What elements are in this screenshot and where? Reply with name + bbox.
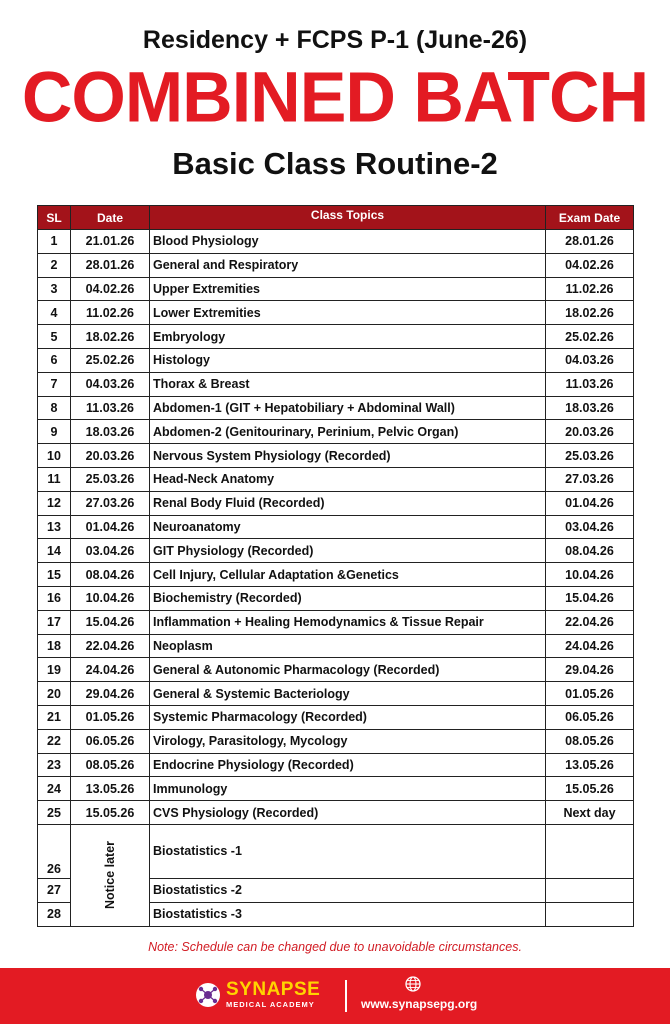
- sl-cell: 25: [38, 801, 71, 825]
- sl-cell: 27: [38, 878, 71, 902]
- website-link[interactable]: www.synapsepg.org: [361, 997, 478, 1011]
- topic-cell: Virology, Parasitology, Mycology: [150, 729, 546, 753]
- table-row: [38, 634, 634, 658]
- exam-date-cell: 25.03.26: [546, 444, 634, 468]
- brand-subtitle: MEDICAL ACADEMY: [226, 1000, 315, 1009]
- routine-table: [37, 205, 634, 927]
- sl-cell: 4: [38, 301, 71, 325]
- topic-cell: GIT Physiology (Recorded): [150, 539, 546, 563]
- date-cell: 03.04.26: [71, 539, 150, 563]
- topic-cell: General & Autonomic Pharmacology (Recorded): [150, 658, 546, 682]
- table-row: [38, 444, 634, 468]
- sl-cell: 15: [38, 563, 71, 587]
- exam-date-cell: 27.03.26: [546, 467, 634, 491]
- topic-cell: Neoplasm: [150, 634, 546, 658]
- exam-date-cell: 18.03.26: [546, 396, 634, 420]
- date-cell: 20.03.26: [71, 444, 150, 468]
- table-row: [38, 491, 634, 515]
- table-row: [38, 801, 634, 825]
- date-cell: 15.05.26: [71, 801, 150, 825]
- exam-date-cell: 01.05.26: [546, 682, 634, 706]
- table-row: [38, 563, 634, 587]
- topic-cell: Blood Physiology: [150, 230, 546, 254]
- main-title: COMBINED BATCH: [21, 57, 649, 137]
- table-row: [38, 325, 634, 349]
- exam-date-cell: 01.04.26: [546, 491, 634, 515]
- topic-cell: Cell Injury, Cellular Adaptation &Genetics: [150, 563, 546, 587]
- table-body: [38, 230, 634, 927]
- globe-icon: [405, 976, 421, 992]
- routine-title: Basic Class Routine-2: [172, 146, 498, 181]
- table-row: [38, 420, 634, 444]
- topic-cell: Head-Neck Anatomy: [150, 467, 546, 491]
- table-row: [38, 705, 634, 729]
- sl-cell: 9: [38, 420, 71, 444]
- date-cell: 08.04.26: [71, 563, 150, 587]
- exam-date-cell: 28.01.26: [546, 230, 634, 254]
- notice-later-label: Notice later: [103, 841, 117, 910]
- topic-cell: General and Respiratory: [150, 253, 546, 277]
- sl-cell: 19: [38, 658, 71, 682]
- sl-cell: 23: [38, 753, 71, 777]
- table-row: [38, 753, 634, 777]
- table-row: [38, 277, 634, 301]
- header-topics: Class Topics: [150, 206, 546, 230]
- sl-cell: 20: [38, 682, 71, 706]
- date-cell: 29.04.26: [71, 682, 150, 706]
- date-cell: 22.04.26: [71, 634, 150, 658]
- date-cell: 28.01.26: [71, 253, 150, 277]
- topic-cell: Immunology: [150, 777, 546, 801]
- date-cell: 13.05.26: [71, 777, 150, 801]
- sl-cell: 18: [38, 634, 71, 658]
- table-row: [38, 348, 634, 372]
- table-row: [38, 396, 634, 420]
- exam-date-cell: [546, 902, 634, 926]
- sl-cell: 16: [38, 586, 71, 610]
- table-row: [38, 515, 634, 539]
- sl-cell: 2: [38, 253, 71, 277]
- topic-cell: CVS Physiology (Recorded): [150, 801, 546, 825]
- footer-bar: [0, 968, 670, 1024]
- exam-date-cell: 11.02.26: [546, 277, 634, 301]
- exam-date-cell: 03.04.26: [546, 515, 634, 539]
- date-cell: 10.04.26: [71, 586, 150, 610]
- header-date: Date: [71, 206, 150, 230]
- notice-later-cell: [71, 824, 150, 926]
- table-row: [38, 253, 634, 277]
- topic-cell: Thorax & Breast: [150, 372, 546, 396]
- exam-date-cell: [546, 878, 634, 902]
- exam-date-cell: 24.04.26: [546, 634, 634, 658]
- exam-date-cell: 08.04.26: [546, 539, 634, 563]
- exam-date-cell: 18.02.26: [546, 301, 634, 325]
- sl-cell: 10: [38, 444, 71, 468]
- date-cell: 01.04.26: [71, 515, 150, 539]
- exam-date-cell: 25.02.26: [546, 325, 634, 349]
- table-row: [38, 824, 634, 878]
- sl-cell: 8: [38, 396, 71, 420]
- sl-cell: 6: [38, 348, 71, 372]
- topic-cell: Biostatistics -1: [150, 824, 546, 878]
- date-cell: 25.03.26: [71, 467, 150, 491]
- exam-date-cell: 29.04.26: [546, 658, 634, 682]
- sl-cell: 1: [38, 230, 71, 254]
- header-subtitle: Residency + FCPS P-1 (June-26): [142, 26, 528, 54]
- table-row: [38, 372, 634, 396]
- sl-cell: 26: [38, 824, 71, 878]
- exam-date-cell: 11.03.26: [546, 372, 634, 396]
- topic-cell: General & Systemic Bacteriology: [150, 682, 546, 706]
- sl-cell: 3: [38, 277, 71, 301]
- table-row: [38, 610, 634, 634]
- date-cell: 21.01.26: [71, 230, 150, 254]
- sl-cell: 13: [38, 515, 71, 539]
- date-cell: 18.03.26: [71, 420, 150, 444]
- header-exam-date: Exam Date: [546, 206, 634, 230]
- date-cell: 08.05.26: [71, 753, 150, 777]
- sl-cell: 17: [38, 610, 71, 634]
- topic-cell: Upper Extremities: [150, 277, 546, 301]
- exam-date-cell: 04.03.26: [546, 348, 634, 372]
- topic-cell: Biostatistics -3: [150, 902, 546, 926]
- exam-date-cell: 20.03.26: [546, 420, 634, 444]
- topic-cell: Embryology: [150, 325, 546, 349]
- footer-divider: [345, 980, 347, 1012]
- topic-cell: Nervous System Physiology (Recorded): [150, 444, 546, 468]
- exam-date-cell: Next day: [546, 801, 634, 825]
- exam-date-cell: 08.05.26: [546, 729, 634, 753]
- table-row: [38, 539, 634, 563]
- schedule-note: Note: Schedule can be changed due to unavoidable circumstances.: [148, 940, 522, 954]
- sl-cell: 24: [38, 777, 71, 801]
- table-row: [38, 658, 634, 682]
- brand-name: SYNAPSE: [226, 979, 321, 1000]
- date-cell: 11.03.26: [71, 396, 150, 420]
- synapse-logo-icon: [195, 982, 221, 1008]
- exam-date-cell: [546, 824, 634, 878]
- sl-cell: 21: [38, 705, 71, 729]
- exam-date-cell: 13.05.26: [546, 753, 634, 777]
- table-row: [38, 230, 634, 254]
- date-cell: 27.03.26: [71, 491, 150, 515]
- date-cell: 04.03.26: [71, 372, 150, 396]
- topic-cell: Lower Extremities: [150, 301, 546, 325]
- date-cell: 06.05.26: [71, 729, 150, 753]
- date-cell: 15.04.26: [71, 610, 150, 634]
- topic-cell: Inflammation + Healing Hemodynamics & Tissue Repair: [150, 610, 546, 634]
- sl-cell: 12: [38, 491, 71, 515]
- topic-cell: Renal Body Fluid (Recorded): [150, 491, 546, 515]
- topic-cell: Abdomen-2 (Genitourinary, Perinium, Pelvic Organ): [150, 420, 546, 444]
- exam-date-cell: 22.04.26: [546, 610, 634, 634]
- exam-date-cell: 10.04.26: [546, 563, 634, 587]
- topic-cell: Biostatistics -2: [150, 878, 546, 902]
- date-cell: 24.04.26: [71, 658, 150, 682]
- table-row: [38, 729, 634, 753]
- topic-cell: Histology: [150, 348, 546, 372]
- topic-cell: Systemic Pharmacology (Recorded): [150, 705, 546, 729]
- sl-cell: 14: [38, 539, 71, 563]
- topic-cell: Neuroanatomy: [150, 515, 546, 539]
- exam-date-cell: 06.05.26: [546, 705, 634, 729]
- exam-date-cell: 15.04.26: [546, 586, 634, 610]
- exam-date-cell: 04.02.26: [546, 253, 634, 277]
- sl-cell: 11: [38, 467, 71, 491]
- table-row: [38, 467, 634, 491]
- topic-cell: Abdomen-1 (GIT + Hepatobiliary + Abdominal Wall): [150, 396, 546, 420]
- table-header-row: [38, 206, 634, 230]
- table-row: [38, 301, 634, 325]
- date-cell: 18.02.26: [71, 325, 150, 349]
- sl-cell: 5: [38, 325, 71, 349]
- sl-cell: 28: [38, 902, 71, 926]
- table-row: [38, 777, 634, 801]
- date-cell: 04.02.26: [71, 277, 150, 301]
- date-cell: 11.02.26: [71, 301, 150, 325]
- date-cell: 01.05.26: [71, 705, 150, 729]
- exam-date-cell: 15.05.26: [546, 777, 634, 801]
- sl-cell: 22: [38, 729, 71, 753]
- sl-cell: 7: [38, 372, 71, 396]
- header-sl: SL: [38, 206, 71, 230]
- date-cell: 25.02.26: [71, 348, 150, 372]
- table-row: [38, 682, 634, 706]
- table-row: [38, 586, 634, 610]
- topic-cell: Endocrine Physiology (Recorded): [150, 753, 546, 777]
- topic-cell: Biochemistry (Recorded): [150, 586, 546, 610]
